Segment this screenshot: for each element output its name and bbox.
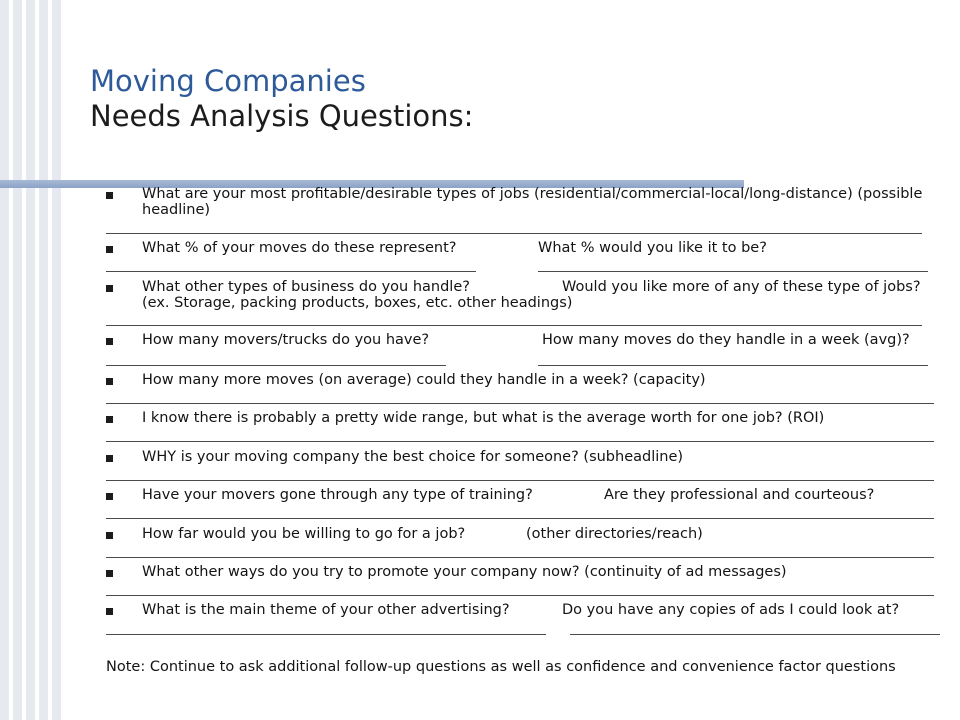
answer-line-10[interactable] xyxy=(106,595,934,596)
answer-line-4b[interactable] xyxy=(538,365,928,366)
question-2-followup: What % would you like it to be? xyxy=(538,240,767,256)
question-4-followup: How many moves do they handle in a week (avg)? xyxy=(542,332,910,348)
bullet-icon xyxy=(106,378,113,385)
bullet-icon xyxy=(106,532,113,539)
question-6-text: I know there is probably a pretty wide range, but what is the average worth for one job? (ROI) xyxy=(142,410,825,426)
answer-line-7[interactable] xyxy=(106,480,934,481)
bullet-icon xyxy=(106,246,113,253)
answer-line-11b[interactable] xyxy=(570,634,940,635)
answer-line-9[interactable] xyxy=(106,557,934,558)
answer-line-1[interactable] xyxy=(106,233,922,234)
answer-line-2b[interactable] xyxy=(538,271,928,272)
question-9-followup: (other directories/reach) xyxy=(526,526,703,542)
question-8-followup: Are they professional and courteous? xyxy=(604,487,875,503)
bullet-icon xyxy=(106,338,113,345)
question-10-text: What other ways do you try to promote your company now? (continuity of ad messages) xyxy=(142,564,787,580)
question-4-text: How many movers/trucks do you have? xyxy=(142,332,430,348)
bullet-icon xyxy=(106,608,113,615)
question-1-text: What are your most profitable/desirable types of jobs (residential/commercial-local/long-distance) (possible headline) xyxy=(142,186,923,218)
answer-line-11a[interactable] xyxy=(106,634,546,635)
title-line-subtitle: Needs Analysis Questions: xyxy=(90,99,474,133)
title-line-company: Moving Companies xyxy=(90,64,366,98)
answer-line-6[interactable] xyxy=(106,441,934,442)
question-3-text: What other types of business do you handle? xyxy=(142,279,470,295)
question-5-text: How many more moves (on average) could they handle in a week? (capacity) xyxy=(142,372,706,388)
question-11-followup: Do you have any copies of ads I could look at? xyxy=(562,602,900,618)
answer-line-3[interactable] xyxy=(106,325,922,326)
bullet-icon xyxy=(106,285,113,292)
question-11-text: What is the main theme of your other advertising? xyxy=(142,602,510,618)
bullet-icon xyxy=(106,570,113,577)
answer-line-2a[interactable] xyxy=(106,271,476,272)
bullet-icon xyxy=(106,192,113,199)
answer-line-4a[interactable] xyxy=(106,365,446,366)
question-9-text: How far would you be willing to go for a job? xyxy=(142,526,466,542)
bullet-icon xyxy=(106,416,113,423)
bullet-icon xyxy=(106,493,113,500)
question-3-followup: Would you like more of any of these type of jobs? (ex. Storage, packing products, boxes, etc. other headings) xyxy=(142,279,921,311)
question-7-text: WHY is your moving company the best choice for someone? (subheadline) xyxy=(142,449,684,465)
bullet-icon xyxy=(106,455,113,462)
answer-line-8[interactable] xyxy=(106,518,934,519)
question-2-text: What % of your moves do these represent? xyxy=(142,240,457,256)
question-8-text: Have your movers gone through any type of training? xyxy=(142,487,533,503)
footer-note: Note: Continue to ask additional follow-up questions as well as confidence and convenience factor questions xyxy=(106,659,896,675)
answer-line-5[interactable] xyxy=(106,403,934,404)
